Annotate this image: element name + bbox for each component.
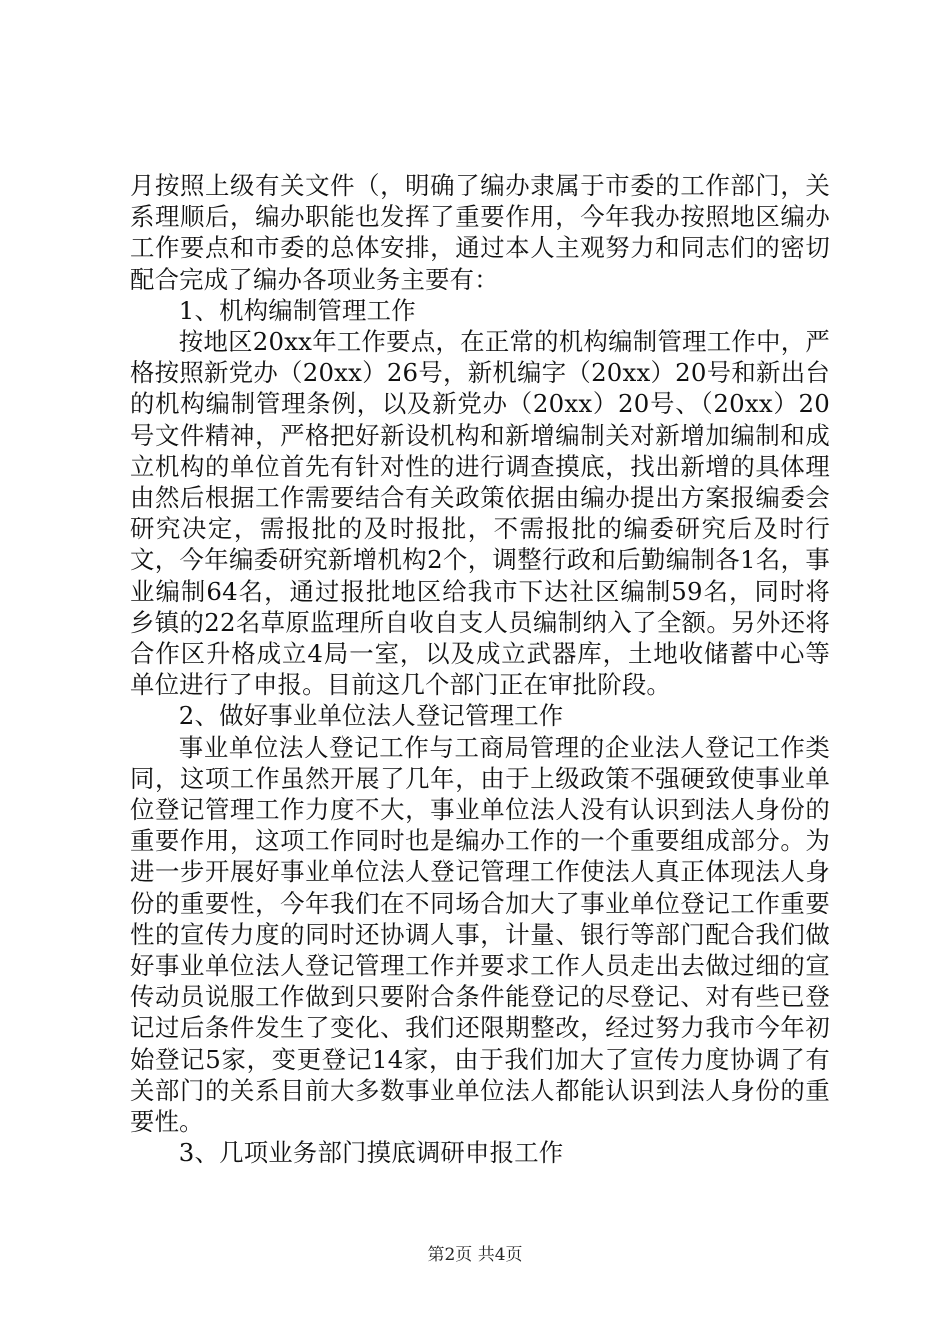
section-heading-3: 3、几项业务部门摸底调研申报工作: [178, 1138, 564, 1168]
page-footer: [0, 1244, 950, 1266]
section-heading-2: 2、做好事业单位法人登记管理工作: [178, 701, 564, 731]
paragraph-section-2: 事业单位法人登记工作与工商局管理的企业法人登记工作类同，这项工作虽然开展了几年，由于上级政策不强硬致使事业单位登记管理工作力度不大，事业单位法人没有认识到法人身份的重要作用，这项工作同时也是编办工作的一个重要组成部分。为进一步开展好事业单位法人登记管理工作使法人真正体现法人身份的重要性，今年我们在不同场合加大了事业单位登记工作重要性的宣传力度的同时还协调人事，计量、银行等部门配合我们做好事业单位法人登记管理工作并要求工作人员走出去做过细的宣传动员说服工作做到只要附合条件能登记的尽登记、对有些已登记过后条件发生了变化、我们还限期整改，经过努力我市今年初始登记5家，变更登记14家，由于我们加大了宣传力度协调了有关部门的关系目前大多数事业单位法人都能认识到法人身份的重要性。: [130, 732, 830, 1137]
section-heading-1: 1、机构编制管理工作: [178, 295, 416, 325]
paragraph-continuation: 月按照上级有关文件（，明确了编办隶属于市委的工作部门，关系理顺后，编办职能也发挥了重要作用，今年我办按照地区编办工作要点和市委的总体安排，通过本人主观努力和同志们的密切配合完成了编办各项业务主要有：: [130, 171, 830, 294]
page-number: 第2页 共4页: [427, 1245, 523, 1265]
document-body: [130, 170, 830, 1169]
paragraph-section-1: 按地区20xx年工作要点，在正常的机构编制管理工作中，严格按照新党办（20xx）26号，新机编字（20xx）20号和新出台的机构编制管理条例，以及新党办（20xx）20号、（20xx）20号文件精神，严格把好新设机构和新增编制关对新增加编制和成立机构的单位首先有针对性的进行调查摸底，找出新增的具体理由然后根据工作需要结合有关政策依据由编办提出方案报编委会研究决定，需报批的及时报批，不需报批的编委研究后及时行文，今年编委研究新增机构2个，调整行政和后勤编制各1名，事业编制64名，通过报批地区给我市下达社区编制59名，同时将乡镇的22名草原监理所自收自支人员编制纳入了全额。另外还将合作区升格成立4局一室，以及成立武器库，土地收储蓄中心等单位进行了申报。目前这几个部门正在审批阶段。: [130, 327, 830, 700]
